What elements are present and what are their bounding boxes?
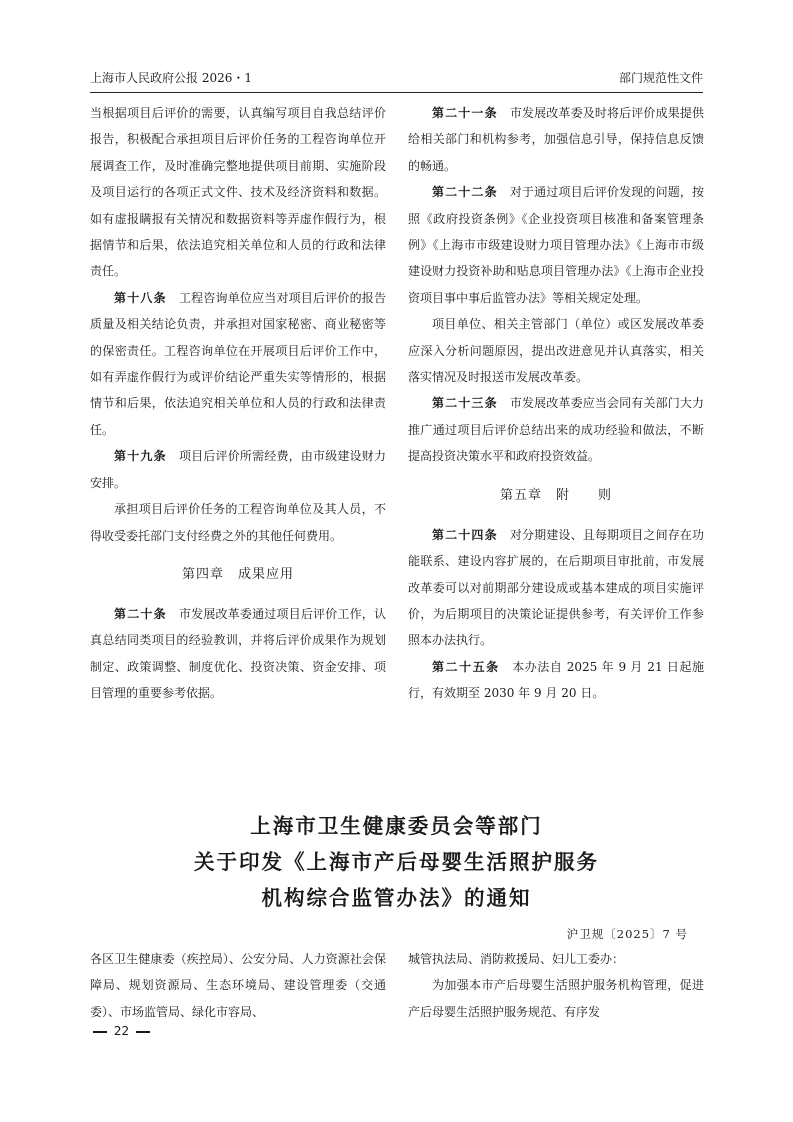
article-24-text: 对分期建设、且每期项目之间存在功能联系、建设内容扩展的，在后期项目审批前，市发展改革委可以对前期部分建设成或基本建成的项目实施评价，为后期项目的决策论证提供参考，有关评价工作参照本办法执行。 <box>408 527 704 648</box>
article-23-title: 第二十三条 <box>432 396 498 411</box>
article-23-text: 市发展改革委应当会同有关部门大力推广通过项目后评价总结出来的成功经验和做法，不断提高投资决策水平和政府投资效益。 <box>408 396 704 464</box>
right-column <box>408 100 704 707</box>
notice-title-line-1: 上海市卫生健康委员会等部门 <box>250 814 543 838</box>
paragraph-continued: 当根据项目后评价的需要，认真编写项目自我总结评价报告，积极配合承担项目后评价任务的工程咨询单位开展调查工作，及时准确完整地提供项目前期、实施阶段及项目运行的各项正式文件、技术及经济资料和数据。如有虚报瞒报有关情况和数据资料等弄虚作假行为，根据情节和后果，依法追究相关单位和人员的行政和法律责任。 <box>90 106 386 279</box>
notice-right-column <box>408 946 704 1025</box>
article-24 <box>408 522 704 654</box>
page-header <box>90 68 703 88</box>
article-23 <box>408 390 704 469</box>
article-18-text: 工程咨询单位应当对项目后评价的报告质量及相关结论负责，并承担对国家秘密、商业秘密等的保密责任。工程咨询单位在开展项目后评价工作中，如有弄虚作假行为或评价结论严重失实等情形的，根据情节和后果，依法追究相关单位和人员的行政和法律责任。 <box>90 290 386 437</box>
notice-left-column <box>90 946 386 1025</box>
article-18-title: 第十八条 <box>114 290 167 305</box>
article-25-text: 本办法自 2025 年 9 月 21 日起施行，有效期至 2030 年 9 月 20 日。 <box>408 659 704 701</box>
dash-right <box>136 1031 150 1033</box>
chapter-5-heading: 第五章 附 则 <box>499 487 612 503</box>
header-divider <box>90 92 703 93</box>
article-19-title: 第十九条 <box>114 449 167 464</box>
article-21 <box>408 100 704 179</box>
dash-left <box>93 1031 107 1033</box>
notice-recipients-continued: 城管执法局、消防救援局、妇儿工委办： <box>408 952 625 966</box>
article-25 <box>408 654 704 707</box>
article-18 <box>90 285 386 443</box>
notice-title-line-3: 机构综合监管办法》的通知 <box>261 886 532 910</box>
article-22-title: 第二十二条 <box>432 185 498 200</box>
article-22-text: 对于通过项目后评价发现的问题，按照《政府投资条例》《企业投资项目核准和备案管理条例》《上海市市级建设财力项目管理办法》《上海市市级建设财力投资补助和贴息项目管理办法》《上海市企业投资项目事中事后监管办法》等相关规定处理。 <box>408 185 704 305</box>
article-19 <box>90 443 386 496</box>
chapter-4-heading: 第四章 成果应用 <box>181 566 294 582</box>
article-20 <box>90 601 386 707</box>
section-label: 部门规范性文件 <box>618 71 703 85</box>
article-21-title: 第二十一条 <box>432 106 498 120</box>
article-20-text: 市发展改革委通过项目后评价工作，认真总结同类项目的经验教训，并将后评价成果作为规划制定、政策调整、制度优化、投资决策、资金安排、项目管理的重要参考依据。 <box>90 606 386 701</box>
notice-title-line-2: 关于印发《上海市产后母婴生活照护服务 <box>194 850 599 874</box>
notice-recipients: 各区卫生健康委（疾控局）、公安分局、人力资源社会保障局、规划资源局、生态环境局、建设管理委（交通委）、市场监管局、绿化市容局、 <box>90 952 386 1019</box>
page-number-value: 22 <box>113 1024 130 1038</box>
article-21-text: 市发展改革委及时将后评价成果提供给相关部门和机构参考，加强信息引导，保持信息反馈的畅通。 <box>408 106 704 173</box>
publication-title: 上海市人民政府公报 2026・1 <box>90 71 252 85</box>
article-22-paragraph-2: 项目单位、相关主管部门（单位）或区发展改革委应深入分析问题原因，提出改进意见并认真落实，相关落实情况及时报送市发展改革委。 <box>408 317 704 385</box>
page-number <box>90 1021 153 1041</box>
article-20-title: 第二十条 <box>114 606 167 621</box>
article-19-paragraph-2: 承担项目后评价任务的工程咨询单位及其人员，不得收受委托部门支付经费之外的其他任何费用。 <box>90 502 386 543</box>
document-number: 沪卫规〔2025〕7 号 <box>566 927 688 941</box>
article-24-title: 第二十四条 <box>432 527 498 542</box>
article-25-title: 第二十五条 <box>432 659 500 674</box>
left-column <box>90 100 386 707</box>
article-19-text: 项目后评价所需经费，由市级建设财力安排。 <box>90 449 386 490</box>
notice-body: 为加强本市产后母婴生活照护服务机构管理，促进产后母婴生活照护服务规范、有序发 <box>408 978 704 1019</box>
article-22 <box>408 179 704 311</box>
notice-title <box>90 808 703 916</box>
